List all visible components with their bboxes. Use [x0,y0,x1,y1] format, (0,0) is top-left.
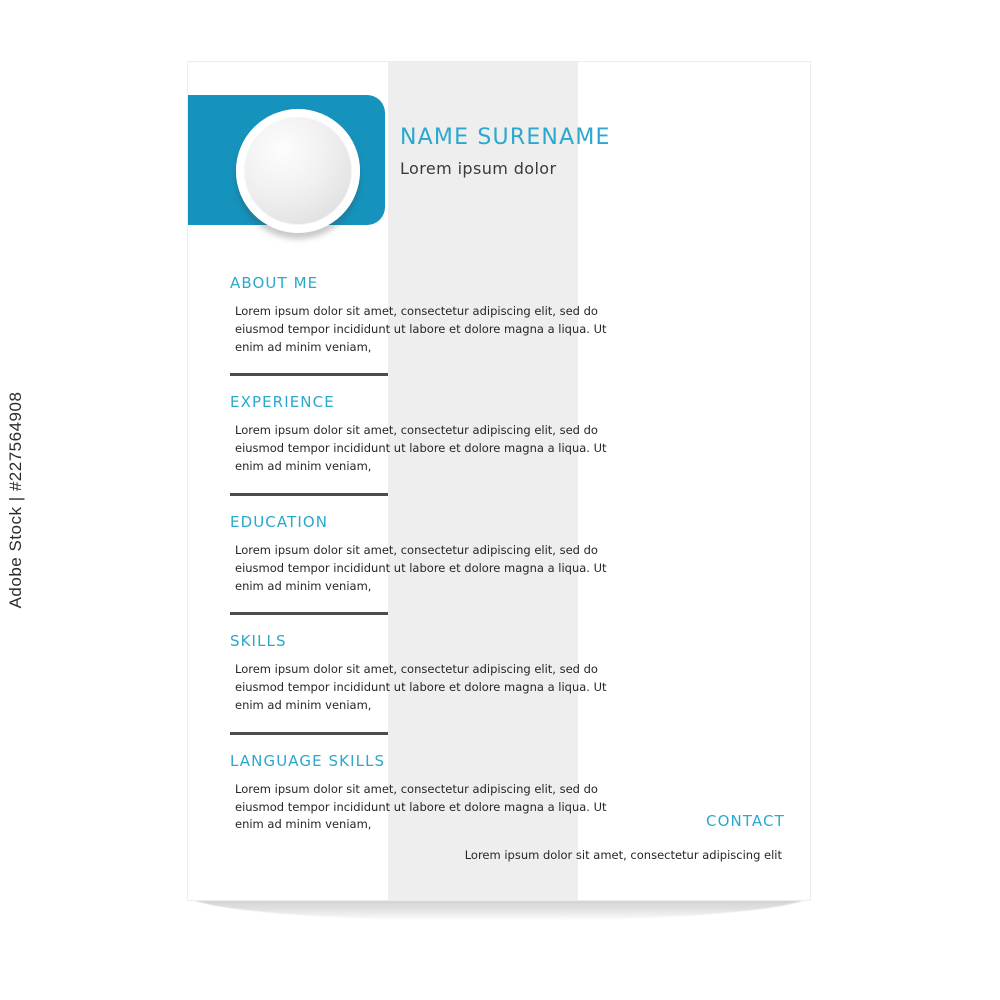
section-body-experience: Lorem ipsum dolor sit amet, consectetur adipiscing elit, sed do eiusmod tempor incididunt ut labore et dolore magna a liqua. Ut enim ad minim veniam, [235,423,607,474]
sections-container [230,274,650,834]
section-title-contact: CONTACT [706,812,785,830]
avatar [236,109,360,233]
stock-watermark: Adobe Stock | #227564908 [6,391,25,609]
section-skills [230,632,650,734]
section-title-experience: EXPERIENCE [230,393,335,412]
section-body-skills: Lorem ipsum dolor sit amet, consectetur adipiscing elit, sed do eiusmod tempor incididunt ut labore et dolore magna a liqua. Ut enim ad minim veniam, [235,662,607,712]
section-title-skills: SKILLS [230,632,287,651]
section-body-about-me: Lorem ipsum dolor sit amet, consectetur adipiscing elit, sed do eiusmod tempor incididunt ut labore et dolore magna a liqua. Ut enim ad minim veniam, [235,304,607,354]
section-body-education: Lorem ipsum dolor sit amet, consectetur adipiscing elit, sed do eiusmod tempor incididunt ut labore et dolore magna a liqua. Ut enim ad minim veniam, [235,542,607,593]
section-title-language-skills: LANGUAGE SKILLS [230,751,386,770]
section-experience [230,393,650,495]
section-divider [230,732,388,735]
section-divider [230,493,388,496]
section-divider [230,612,388,615]
resume-page [188,62,810,900]
section-title-about-me: ABOUT ME [230,274,319,292]
section-language-skills [230,752,650,834]
section-body-contact: Lorem ipsum dolor sit amet, consectetur adipiscing elit [464,848,782,862]
avatar-inner-circle [245,118,351,224]
page-title: NAME SURENAME [400,125,611,150]
page-subtitle: Lorem ipsum dolor [400,159,557,178]
section-education [230,513,650,615]
section-title-education: EDUCATION [230,512,329,531]
section-about-me [230,274,650,376]
section-divider [230,373,388,376]
section-body-language-skills: Lorem ipsum dolor sit amet, consectetur adipiscing elit, sed do eiusmod tempor incididunt ut labore et dolore magna a liqua. Ut enim ad minim veniam, [235,781,607,832]
